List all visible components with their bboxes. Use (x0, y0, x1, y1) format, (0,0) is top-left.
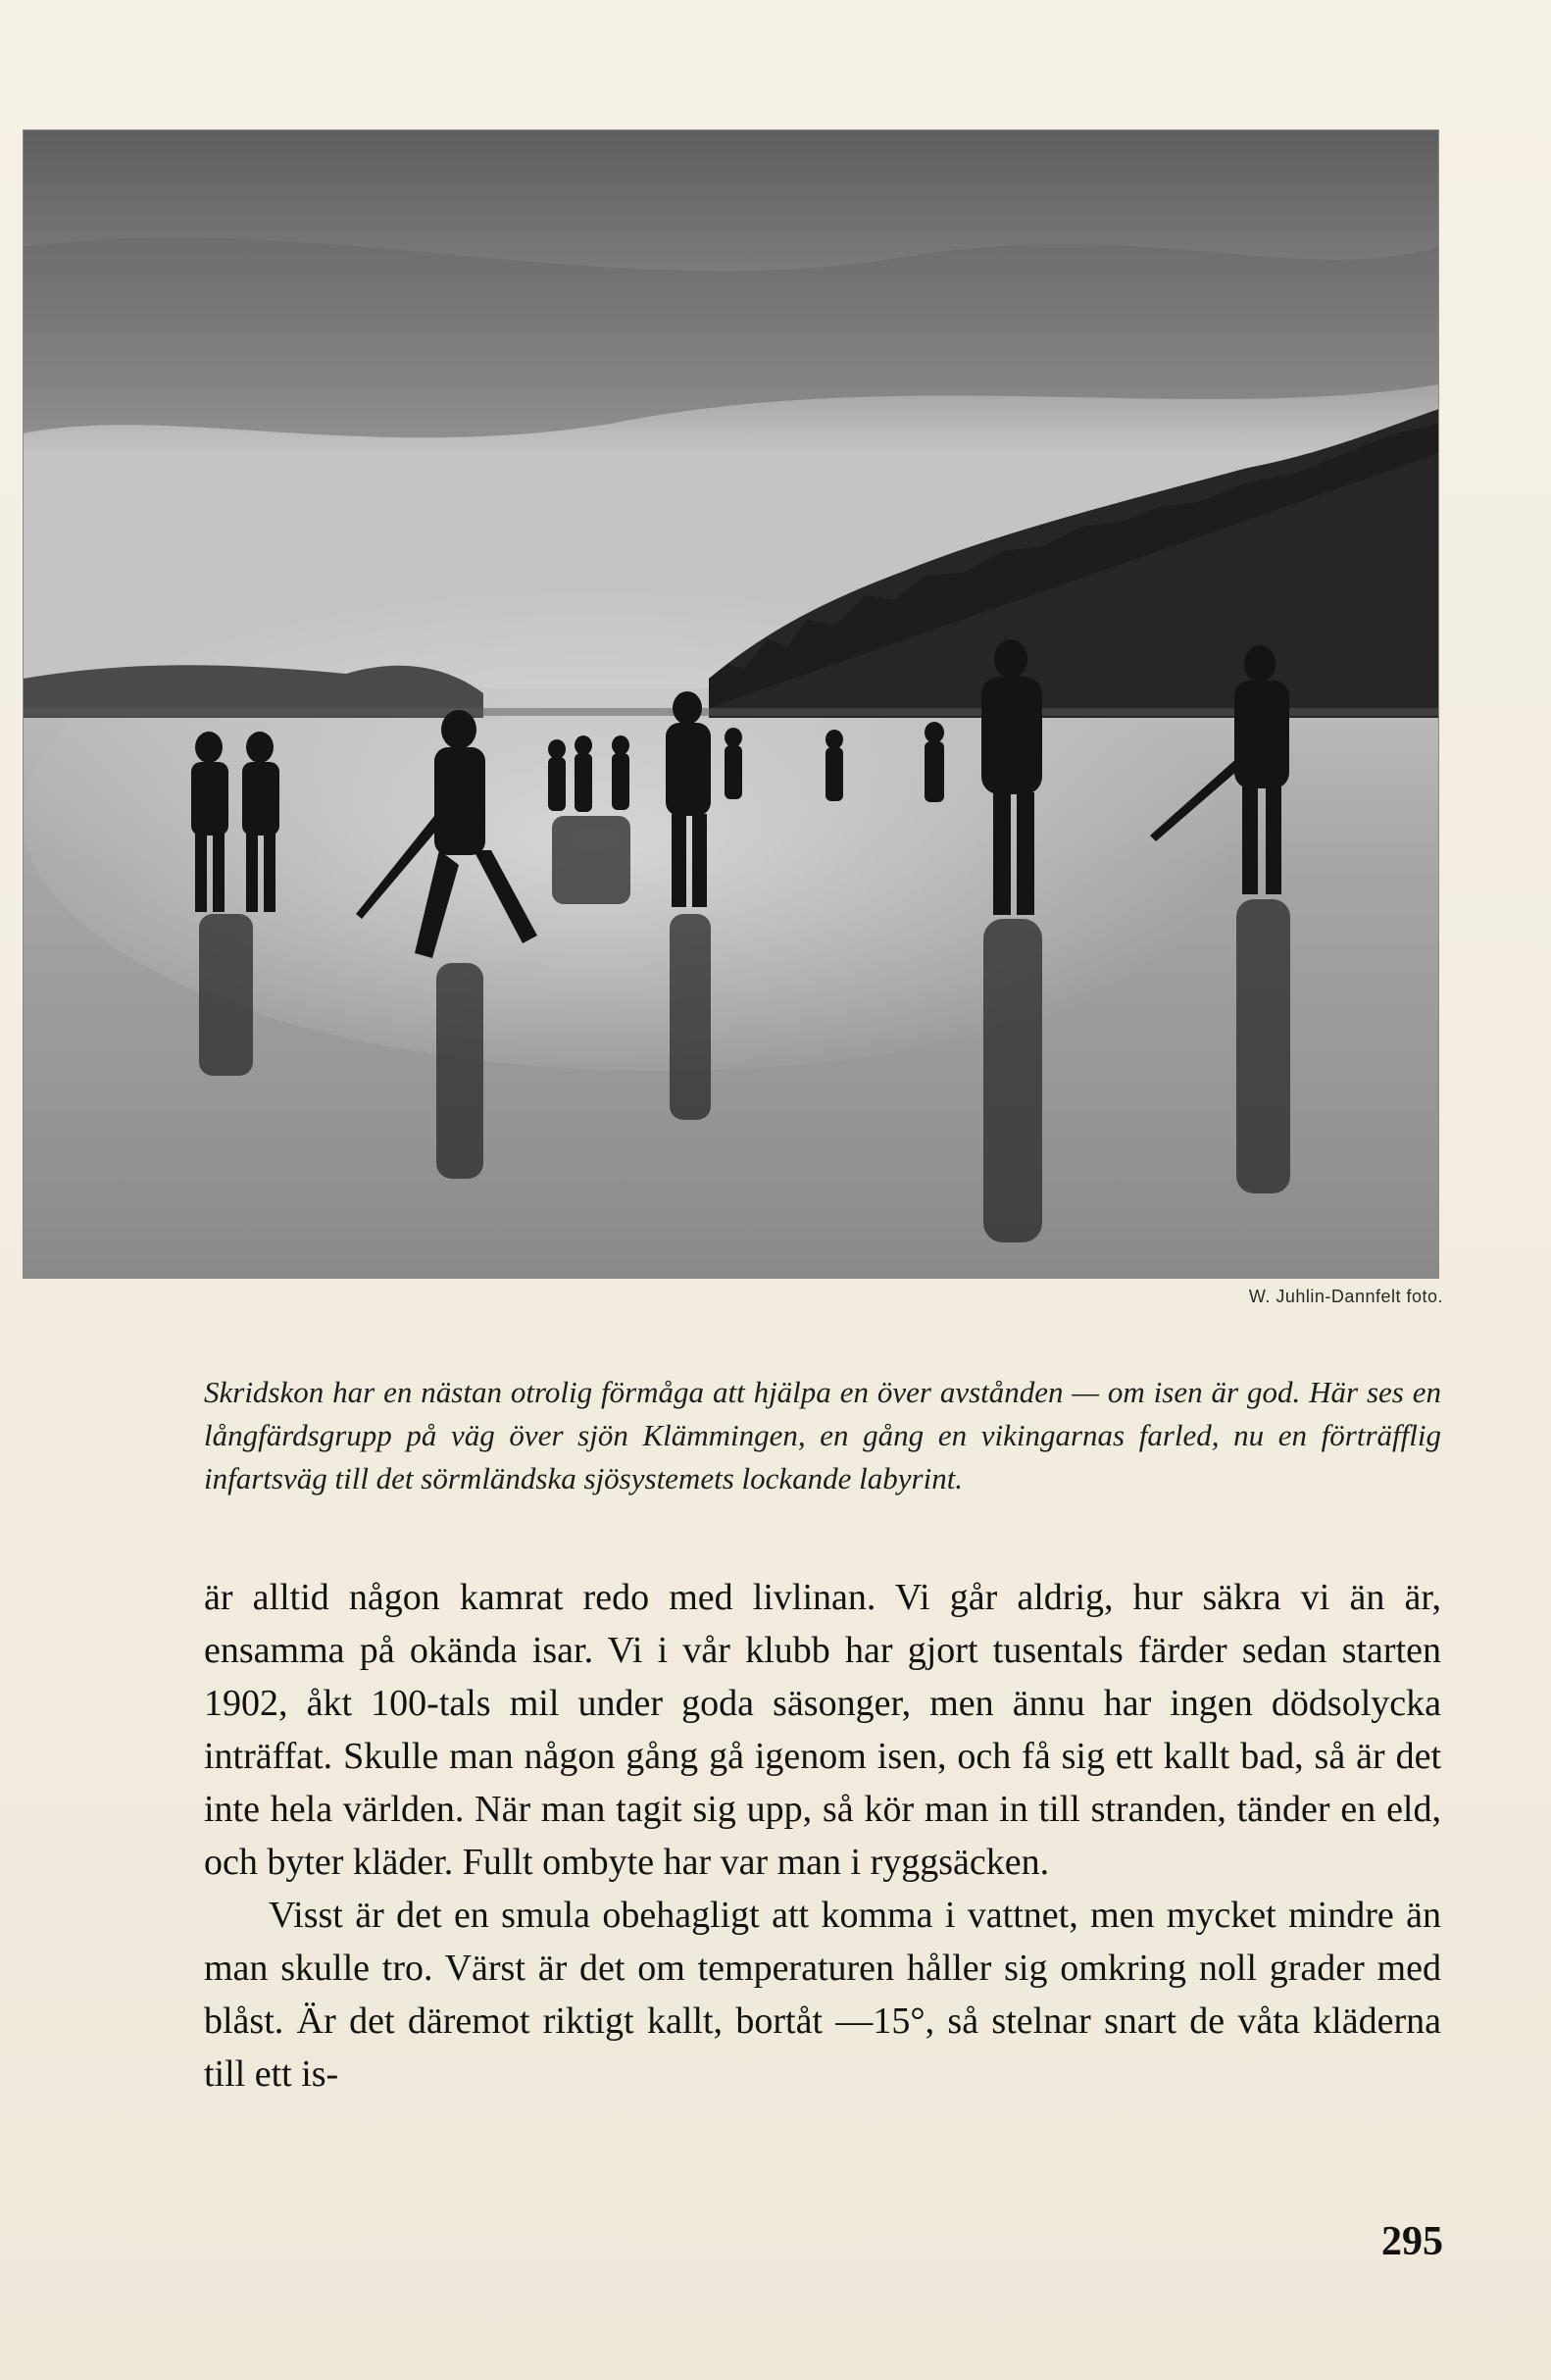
photo-caption: Skridskon har en nästan otrolig förmåga att hjälpa en över avstånden — om isen är god. Här ses en långfärdsgrupp på väg över sjön Klämmingen, en gång en vikingarnas farled, nu en förträfflig infartsväg till det sörmländska sjösystemets lockande labyrint. (204, 1375, 1441, 1495)
body-text (204, 1571, 1441, 2101)
shoreline (23, 708, 1439, 716)
skaters-photograph (23, 129, 1439, 1279)
photo-credit: W. Juhlin-Dannfelt foto. (1248, 1287, 1443, 1306)
page-number: 295 (1381, 2219, 1443, 2264)
photo-illustration (23, 129, 1439, 1279)
paragraph: Visst är det en smula obehagligt att komma i vattnet, men mycket mindre än man skulle tro. Värst är det om temperaturen håller sig omkring noll grader med blåst. Är det däremot riktigt kallt, bortåt —15°, så stelnar snart de våta kläderna till ett is- (204, 1895, 1441, 2095)
paragraph: är alltid någon kamrat redo med livlinan. Vi går aldrig, hur säkra vi än är, ensamma på okända isar. Vi i vår klubb har gjort tusentals färder sedan starten 1902, åkt 100-tals mil under goda säsonger, men ännu har ingen dödsolycka inträffat. Skulle man någon gång gå igenom isen, och få sig ett kallt bad, så är det inte hela världen. När man tagit sig upp, så kör man in till stranden, tänder en eld, och byter kläder. Fullt ombyte har var man i ryggsäcken. (204, 1577, 1441, 1883)
